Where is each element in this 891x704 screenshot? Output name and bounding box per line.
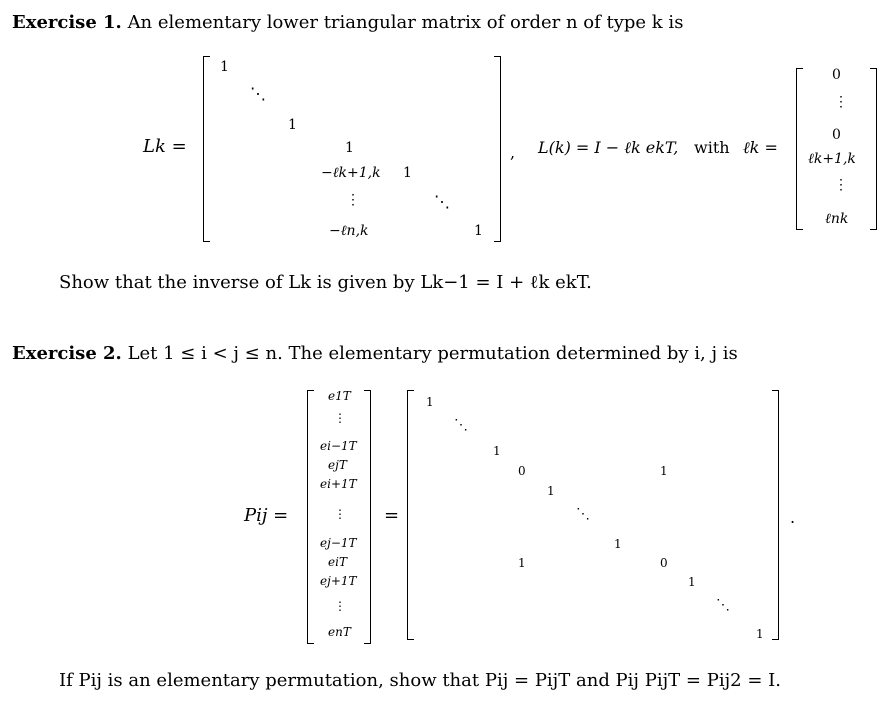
exercise-2-heading: Exercise 2. [12,343,122,364]
exercise-1-show-text: Show that the inverse of Lk is given by Lk−1 = I + ℓk ekT. [59,272,592,293]
pij-entry-zero-a: 0 [518,464,526,478]
lk-entry-one-b: 1 [288,117,297,133]
row-en: enT [328,625,351,639]
rows-right-bracket [364,390,371,644]
pij-entry-one-b: 1 [493,444,501,458]
row-vdots-b: ⋮ [334,507,346,521]
exercise-2-intro: Let 1 ≤ i < j ≤ n. The elementary permutation determined by i, j is [127,343,738,364]
lk-comma: , [510,143,516,162]
pij-diag-dots-a: ⋱ [454,417,468,433]
pij-entry-one-c: 1 [547,484,555,498]
ellk-left-bracket [796,68,803,230]
ellk-entry-4: ⋮ [834,177,848,193]
exercise-1-heading: Exercise 1. [12,12,122,33]
pij-left-bracket [407,390,414,640]
ellk-entry-0: 0 [832,67,841,83]
lk-col-vdots: ⋮ [346,192,360,208]
pij-equals: = [384,505,400,526]
pij-diag-dots-c: ⋱ [716,597,730,613]
ellk-entry-1: ⋮ [834,94,848,110]
lk-entry-lk1: −ℓk+1,k [321,165,381,181]
pij-entry-one-bot: 1 [518,556,526,570]
row-vdots-c: ⋮ [334,599,346,613]
pij-right-bracket [772,390,779,640]
lk-entry-lnk: −ℓn,k [329,223,369,239]
lk-diag-dots-b: ⋱ [434,192,450,211]
pij-entry-one-d: 1 [614,537,622,551]
row-ej-plus-1: ej+1T [320,574,357,588]
exercise-2-show-text: If Pij is an elementary permutation, show that Pij = PijT and Pij PijT = Pij2 = I. [59,670,781,691]
pij-entry-one-top: 1 [660,464,668,478]
ellk-entry-2: 0 [832,127,841,143]
rows-left-bracket [307,390,314,644]
exercise-2-statement [12,345,738,363]
lk-with-word: with [694,138,730,157]
lk-left-bracket [203,56,210,242]
pij-entry-one-a: 1 [426,395,434,409]
ellk-lhs: ℓk = [743,138,778,157]
row-e1: e1T [328,389,351,403]
ellk-right-bracket [870,68,877,230]
row-ej-minus-1: ej−1T [320,536,357,550]
lk-right-bracket [494,56,501,242]
lk-entry-one-a: 1 [220,59,229,75]
lk-entry-one-c: 1 [345,140,354,156]
row-ei: eiT [328,555,347,569]
lk-diag-dots-a: ⋱ [250,84,266,103]
pij-entry-one-e: 1 [688,575,696,589]
row-ej: ejT [328,458,347,472]
lk-entry-one-e: 1 [474,223,483,239]
exercise-1-intro: An elementary lower triangular matrix of order n of type k is [127,12,684,33]
row-ei-plus-1: ei+1T [320,477,357,491]
pij-period: . [790,508,796,527]
row-vdots-a: ⋮ [334,411,346,425]
exercise-1-statement [12,14,683,32]
lk-definition: L(k) = I − ℓk ekT, [538,138,679,157]
lk-lhs: Lk = [143,136,187,157]
pij-lhs: Pij = [244,505,289,526]
pij-entry-one-f: 1 [756,627,764,641]
pij-diag-dots-b: ⋱ [576,506,590,522]
ellk-entry-5: ℓnk [825,211,849,227]
lk-entry-one-d: 1 [403,165,412,181]
row-ei-minus-1: ei−1T [320,439,357,453]
pij-entry-zero-b: 0 [660,556,668,570]
ellk-entry-3: ℓk+1,k [808,151,856,167]
